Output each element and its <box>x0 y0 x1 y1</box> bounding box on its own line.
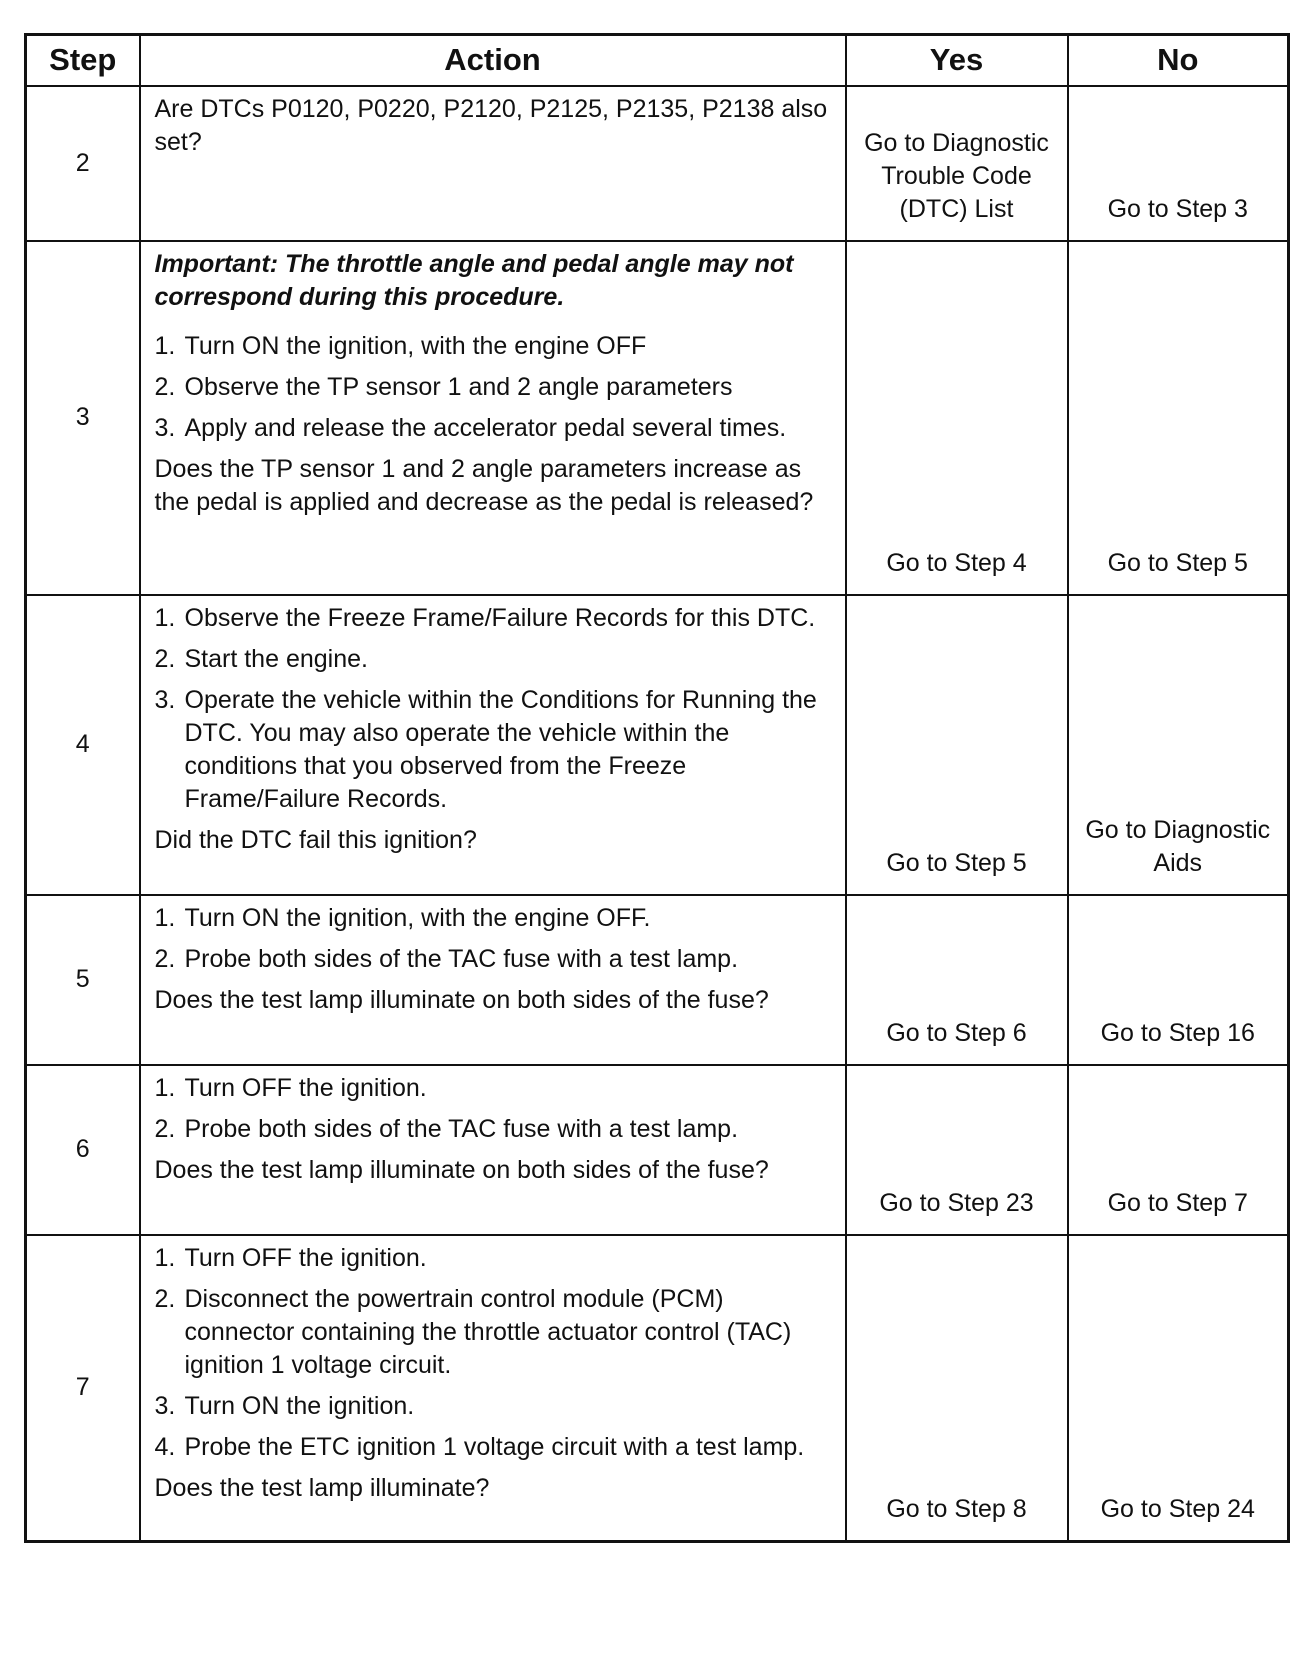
action-step-text: Probe the ETC ignition 1 voltage circuit with a test lamp. <box>184 1432 805 1461</box>
action-step-item <box>155 330 831 363</box>
action-step-number: 3. <box>154 685 176 714</box>
yes-result: Go to Step 6 <box>846 895 1068 1065</box>
action-step-number: 3. <box>154 413 176 442</box>
action-step-text: Start the engine. <box>184 644 368 673</box>
action-step-item <box>155 1072 831 1105</box>
table-row <box>26 86 1289 241</box>
action-step-text: Disconnect the powertrain control module (PCM) connector containing the throttle actuator control (TAC) ignition 1 voltage circuit. <box>184 1284 792 1379</box>
action-step-number: 1. <box>154 1243 176 1272</box>
step-number: 3 <box>26 241 140 595</box>
header-yes: Yes <box>846 35 1068 86</box>
action-steps-list <box>155 902 831 976</box>
step-number: 6 <box>26 1065 140 1235</box>
table-row <box>26 1235 1289 1542</box>
action-step-text: Observe the Freeze Frame/Failure Records for this DTC. <box>184 603 816 632</box>
action-step-text: Operate the vehicle within the Conditions for Running the DTC. You may also operate the vehicle within the conditions that you observed from the Freeze Frame/Failure Records. <box>184 685 817 813</box>
action-step-text: Apply and release the accelerator pedal several times. <box>184 413 787 442</box>
step-number: 5 <box>26 895 140 1065</box>
table-body <box>26 86 1289 1542</box>
action-step-item <box>155 1242 831 1275</box>
step-number: 7 <box>26 1235 140 1542</box>
header-no: No <box>1068 35 1289 86</box>
action-question: Does the test lamp illuminate on both sides of the fuse? <box>154 985 769 1014</box>
action-cell <box>140 1065 846 1235</box>
action-steps-list <box>155 602 831 816</box>
action-step-number: 1. <box>154 903 176 932</box>
table-row <box>26 595 1289 895</box>
header-step: Step <box>26 35 140 86</box>
action-cell <box>140 1235 846 1542</box>
yes-result: Go to Step 23 <box>846 1065 1068 1235</box>
action-step-item <box>155 1390 831 1423</box>
no-result: Go to Step 24 <box>1068 1235 1289 1542</box>
action-step-number: 3. <box>154 1391 176 1420</box>
action-step-text: Turn OFF the ignition. <box>184 1243 427 1272</box>
action-step-number: 2. <box>154 372 176 401</box>
action-cell <box>140 895 846 1065</box>
action-question: Does the test lamp illuminate? <box>154 1473 490 1502</box>
action-step-text: Probe both sides of the TAC fuse with a test lamp. <box>184 944 739 973</box>
table-row <box>26 895 1289 1065</box>
action-step-item <box>155 371 831 404</box>
action-step-number: 2. <box>154 1114 176 1143</box>
action-step-number: 2. <box>154 1284 176 1313</box>
action-question: Did the DTC fail this ignition? <box>154 825 477 854</box>
action-step-text: Observe the TP sensor 1 and 2 angle parameters <box>184 372 733 401</box>
action-step-item <box>155 1431 831 1464</box>
action-step-item <box>155 602 831 635</box>
action-steps-list <box>155 1242 831 1464</box>
header-action: Action <box>140 35 846 86</box>
table-row <box>26 241 1289 595</box>
action-step-item <box>155 412 831 445</box>
step-number: 2 <box>26 86 140 241</box>
action-question: Are DTCs P0120, P0220, P2120, P2125, P2135, P2138 also set? <box>154 94 828 156</box>
action-cell <box>140 86 846 241</box>
action-cell <box>140 595 846 895</box>
action-step-item <box>155 684 831 816</box>
action-step-text: Probe both sides of the TAC fuse with a test lamp. <box>184 1114 739 1143</box>
action-step-number: 2. <box>154 644 176 673</box>
table-row <box>26 1065 1289 1235</box>
diagnostic-table <box>24 33 1290 1543</box>
action-step-text: Turn ON the ignition. <box>184 1391 415 1420</box>
action-step-item <box>155 1113 831 1146</box>
action-step-number: 1. <box>154 603 176 632</box>
action-step-item <box>155 902 831 935</box>
yes-result: Go to Step 5 <box>846 595 1068 895</box>
yes-result: Go to Step 4 <box>846 241 1068 595</box>
yes-result: Go to Diagnostic Trouble Code (DTC) List <box>846 86 1068 241</box>
no-result: Go to Step 3 <box>1068 86 1289 241</box>
no-result: Go to Step 16 <box>1068 895 1289 1065</box>
action-step-number: 2. <box>154 944 176 973</box>
action-step-text: Turn OFF the ignition. <box>184 1073 427 1102</box>
action-steps-list <box>155 1072 831 1146</box>
yes-result: Go to Step 8 <box>846 1235 1068 1542</box>
action-question: Does the test lamp illuminate on both sides of the fuse? <box>154 1155 769 1184</box>
action-steps-list <box>155 330 831 445</box>
step-number: 4 <box>26 595 140 895</box>
action-step-number: 1. <box>154 1073 176 1102</box>
header-row <box>26 35 1289 86</box>
important-note: Important: The throttle angle and pedal angle may not correspond during this procedure. <box>154 249 794 311</box>
action-step-number: 4. <box>154 1432 176 1461</box>
action-step-text: Turn ON the ignition, with the engine OFF <box>184 331 647 360</box>
action-step-item <box>155 943 831 976</box>
action-step-item <box>155 643 831 676</box>
action-step-item <box>155 1283 831 1382</box>
action-step-text: Turn ON the ignition, with the engine OFF. <box>184 903 651 932</box>
action-question: Does the TP sensor 1 and 2 angle parameters increase as the pedal is applied and decrease as the pedal is released? <box>154 454 814 516</box>
no-result: Go to Step 7 <box>1068 1065 1289 1235</box>
action-cell <box>140 241 846 595</box>
no-result: Go to Diagnostic Aids <box>1068 595 1289 895</box>
no-result: Go to Step 5 <box>1068 241 1289 595</box>
action-step-number: 1. <box>154 331 176 360</box>
